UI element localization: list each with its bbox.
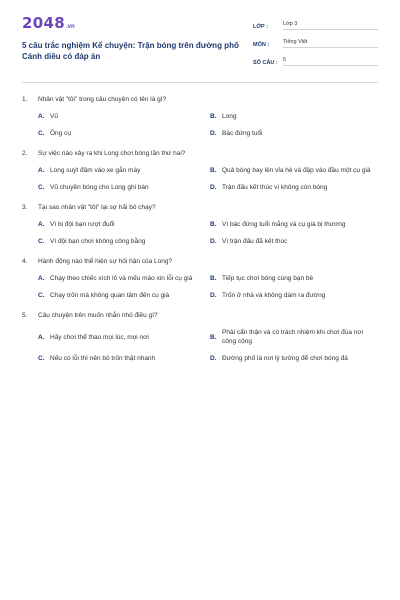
question-3 (22, 203, 378, 246)
option-letter: A. (38, 333, 45, 341)
option-d[interactable] (210, 237, 382, 246)
question-number: 5. (22, 312, 28, 319)
question-1 (22, 95, 378, 138)
info-label: MÔN : (253, 42, 270, 48)
option-letter: D. (210, 292, 217, 299)
option-list (22, 220, 378, 246)
option-text: Trận đấu kết thúc vì không còn bóng (222, 184, 328, 191)
option-a[interactable] (38, 328, 210, 346)
option-letter: C. (38, 292, 45, 299)
info-row-class (253, 16, 378, 30)
option-text: Nếu có lỗi thì nên bỏ trốn thật nhanh (50, 355, 156, 362)
option-letter: B. (210, 333, 217, 341)
option-text: Chạy theo chiếc xích lô và mếu máo xin lỗi cụ già (50, 275, 193, 282)
question-text (22, 149, 378, 158)
info-label: SỐ CÂU : (253, 60, 278, 66)
option-list (22, 274, 378, 300)
question-number: 1. (22, 96, 28, 103)
option-c[interactable] (38, 354, 210, 363)
question-number: 4. (22, 258, 28, 265)
option-c[interactable] (38, 183, 210, 192)
option-text: Vũ chuyền bóng cho Long ghi bàn (50, 184, 149, 191)
option-letter: B. (210, 113, 217, 120)
header-divider (22, 82, 378, 83)
info-value: Lớp 3 (283, 21, 378, 30)
option-text: Tiếp tục chơi bóng cùng bạn bè (222, 275, 314, 282)
option-letter: B. (210, 221, 217, 228)
option-text: Vì trận đấu đã kết thúc (222, 238, 288, 245)
option-text: Long (222, 113, 237, 120)
option-letter: A. (38, 275, 45, 282)
option-letter: C. (38, 355, 45, 362)
logo-main: 2048 (22, 14, 65, 32)
logo-sub: .vn (65, 24, 75, 30)
option-list (22, 166, 378, 192)
option-letter: A. (38, 113, 45, 120)
option-c[interactable] (38, 129, 210, 138)
option-d[interactable] (210, 354, 382, 363)
option-a[interactable] (38, 112, 210, 121)
option-text: Phải cẩn thận và có trách nhiệm khi chơi đùa nơi công cộng (222, 329, 364, 345)
option-letter: D. (210, 238, 217, 245)
info-row-subject (253, 34, 378, 48)
question-text (22, 203, 378, 212)
option-letter: D. (210, 130, 217, 137)
question-text (22, 257, 378, 266)
option-c[interactable] (38, 291, 210, 300)
page-header (22, 14, 378, 70)
question-prompt: Sự việc nào xảy ra khi Long chơi bóng lần thứ hai? (38, 150, 186, 157)
option-letter: D. (210, 355, 217, 362)
page-title: 5 câu trắc nghiệm Kể chuyện: Trận bóng trên đường phố Cánh diều có đáp án (22, 41, 239, 61)
option-letter: D. (210, 184, 217, 191)
question-list (22, 95, 378, 363)
option-list (22, 328, 378, 363)
option-letter: C. (38, 184, 45, 191)
option-c[interactable] (38, 237, 210, 246)
option-letter: A. (38, 221, 45, 228)
option-a[interactable] (38, 220, 210, 229)
option-text: Đường phố là nơi lý tưởng để chơi bóng đá (222, 355, 348, 362)
option-text: Trốn ở nhà và không dám ra đường (222, 292, 326, 299)
option-letter: A. (38, 167, 45, 174)
question-number: 3. (22, 204, 28, 211)
option-b[interactable] (210, 220, 382, 229)
option-text: Vì đội bạn chơi không công bằng (50, 238, 146, 245)
option-text: Long suýt đâm vào xe gắn máy (50, 167, 141, 174)
question-prompt: Câu chuyện trên muốn nhắn nhủ điều gì? (38, 312, 158, 319)
info-panel (253, 16, 378, 70)
question-number: 2. (22, 150, 28, 157)
question-prompt: Hành động nào thể hiện sự hối hận của Long? (38, 258, 173, 265)
option-text: Quả bóng bay lên vỉa hè và đập vào đầu một cụ già (222, 167, 371, 174)
option-text: Vì bác đứng tuổi mắng và cụ già bị thương (222, 221, 346, 228)
option-text: Vũ (50, 113, 58, 120)
info-label: LỚP : (253, 24, 268, 30)
option-b[interactable] (210, 328, 382, 346)
info-value: Tiếng Việt (283, 39, 378, 48)
site-logo[interactable] (22, 14, 247, 32)
question-5 (22, 311, 378, 363)
option-text: Hãy chơi thể thao mọi lúc, mọi nơi (50, 333, 149, 341)
option-letter: B. (210, 167, 217, 174)
option-a[interactable] (38, 166, 210, 175)
info-row-count (253, 52, 378, 66)
option-list (22, 112, 378, 138)
option-letter: C. (38, 238, 45, 245)
option-d[interactable] (210, 129, 382, 138)
question-text (22, 95, 378, 104)
option-b[interactable] (210, 166, 382, 175)
option-a[interactable] (38, 274, 210, 283)
question-prompt: Nhân vật "tôi" trong câu chuyện có tên là gì? (38, 96, 167, 103)
question-prompt: Tại sao nhân vật "tôi" lại sợ hãi bỏ chạy? (38, 204, 156, 211)
option-letter: C. (38, 130, 45, 137)
info-value: 5 (283, 57, 378, 66)
option-b[interactable] (210, 112, 382, 121)
header-left (22, 14, 247, 62)
question-2 (22, 149, 378, 192)
option-d[interactable] (210, 183, 382, 192)
option-d[interactable] (210, 291, 382, 300)
option-text: Chạy trốn mà không quan tâm đến cụ già (50, 292, 170, 299)
option-text: Bác đứng tuổi (222, 130, 263, 137)
option-text: Ông cụ (50, 130, 71, 137)
option-text: Vì bị đội bạn rượt đuổi (50, 221, 115, 228)
question-text (22, 311, 378, 320)
option-b[interactable] (210, 274, 382, 283)
question-4 (22, 257, 378, 300)
option-letter: B. (210, 275, 217, 282)
